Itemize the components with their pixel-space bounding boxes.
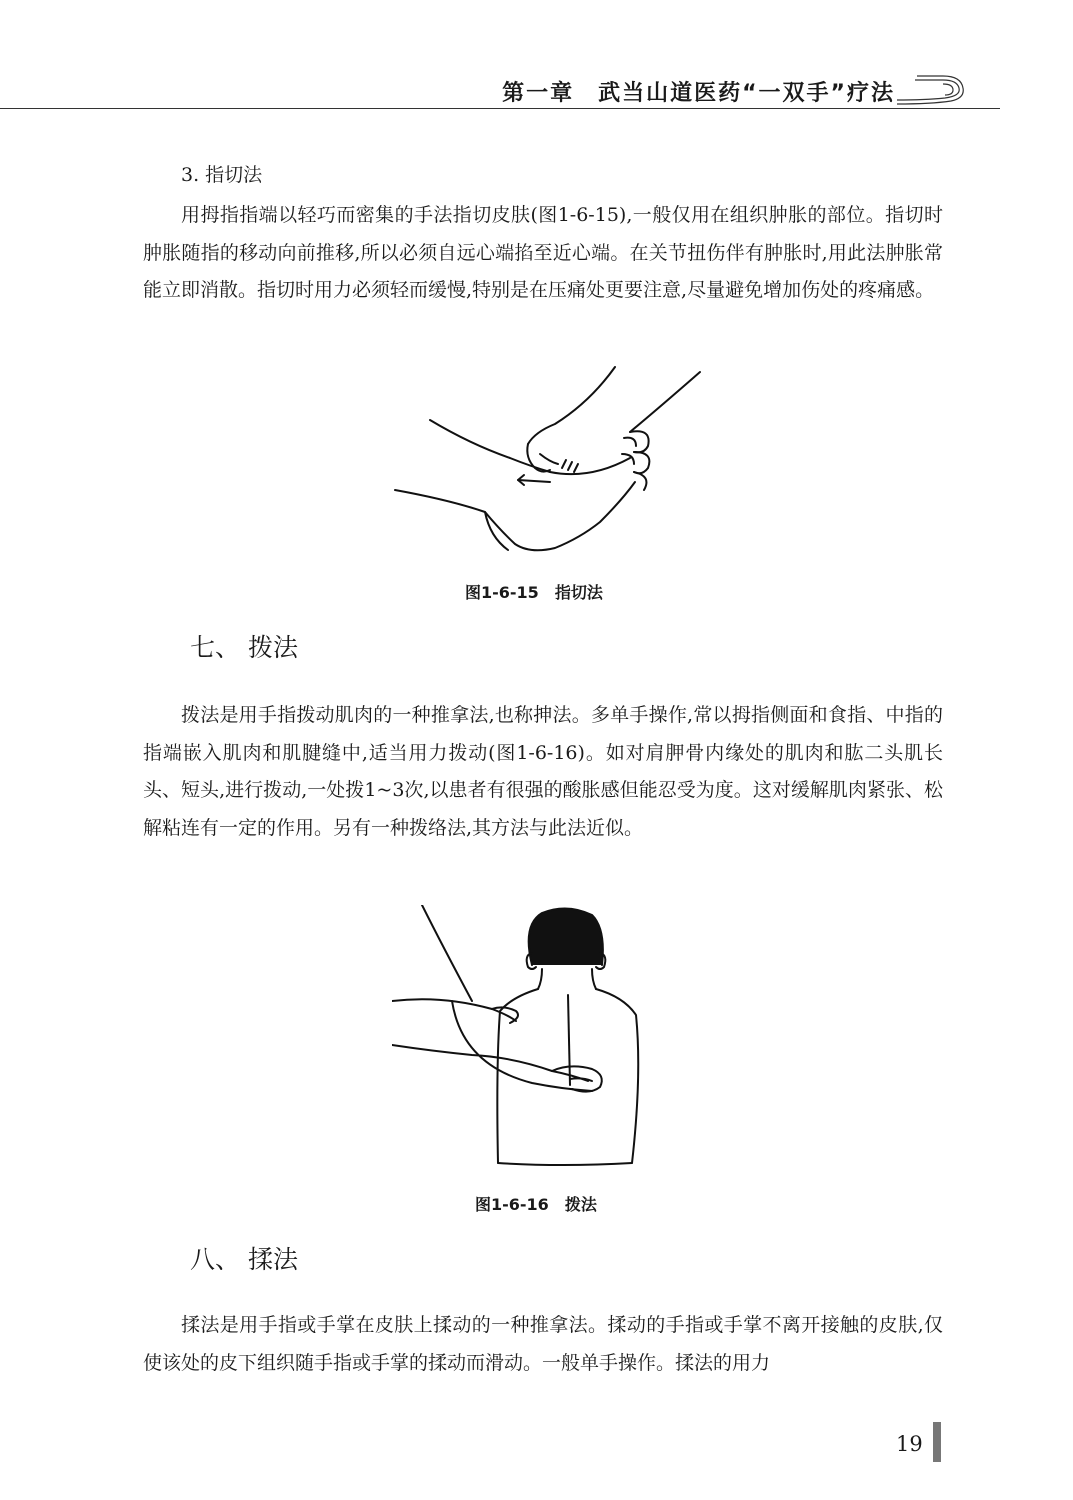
figure-back-plucking (392, 905, 672, 1175)
page-number-bar (933, 1422, 941, 1462)
header-rule (0, 108, 1000, 109)
chapter-title: 第一章 武当山道医药“一双手”疗法 (502, 81, 895, 106)
paragraph-zhiqie: 用拇指指端以轻巧而密集的手法指切皮肤(图1-6-15),一般仅用在组织肿胀的部位。指切时肿胀随指的移动向前推移,所以必须自远心端掐至近心端。在关节扭伤伴有肿胀时,用此法肿胀常能立即消散。指切时用力必须轻而缓慢,特别是在压痛处更要注意,尽量避免增加伤处的疼痛感。 (143, 204, 943, 301)
subsection-title: 3. 指切法 (181, 164, 263, 186)
figure-caption: 图1-6-16 拨法 (475, 1195, 597, 1214)
section-title-roufa: 八、 揉法 (190, 1245, 298, 1274)
paragraph-roufa: 揉法是用手指或手掌在皮肤上揉动的一种推拿法。揉动的手指或手掌不离开接触的皮肤,仅使该处的皮下组织随手指或手掌的揉动而滑动。一般单手操作。揉法的用力 (143, 1314, 943, 1374)
header-ornament-icon (895, 70, 965, 110)
section-title-bofa: 七、 拨法 (190, 633, 298, 662)
figure-foot-pinching (390, 362, 710, 567)
paragraph-bofa: 拨法是用手指拨动肌肉的一种推拿法,也称抻法。多单手操作,常以拇指侧面和食指、中指的指端嵌入肌肉和肌腱缝中,适当用力拨动(图1-6-16)。如对肩胛骨内缘处的肌肉和肱二头肌长头、短头,进行拨动,一处拨1~3次,以患者有很强的酸胀感但能忍受为度。这对缓解肌肉紧张、松解粘连有一定的作用。另有一种拨络法,其方法与此法近似。 (143, 704, 943, 839)
figure-caption: 图1-6-15 指切法 (465, 583, 603, 602)
page-number: 19 (896, 1432, 923, 1456)
